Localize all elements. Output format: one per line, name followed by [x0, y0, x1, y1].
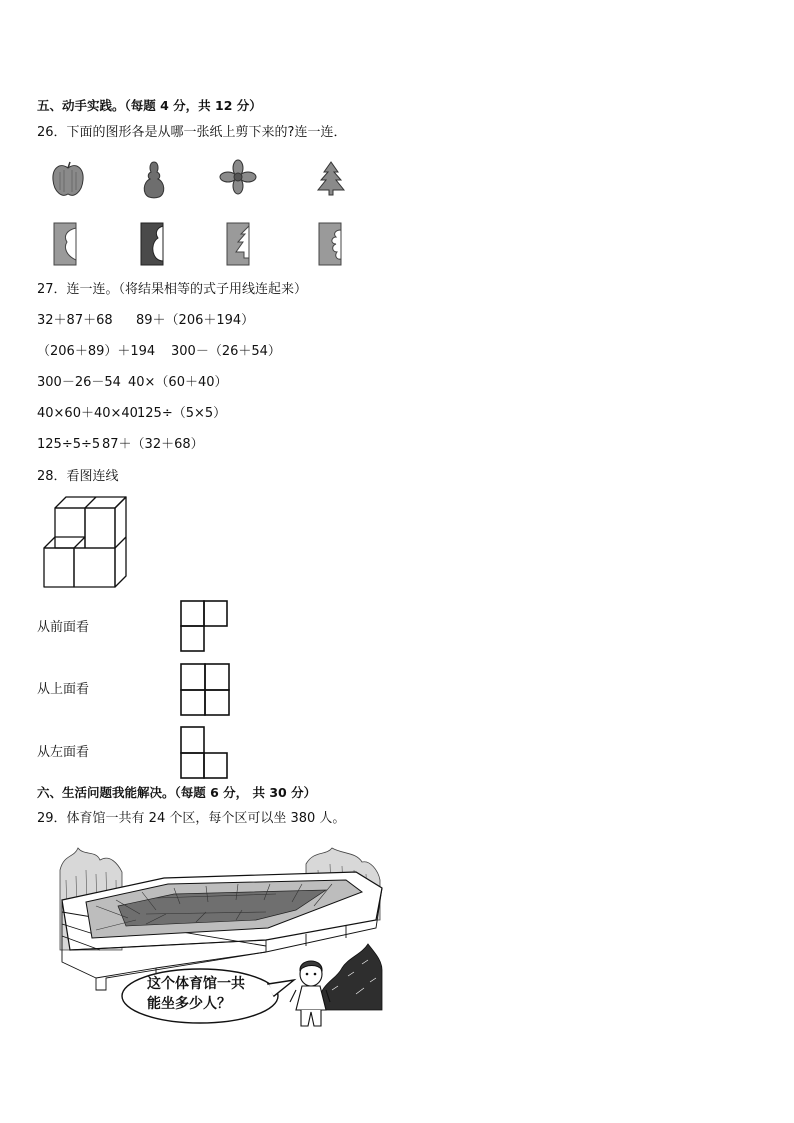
- question-28-prompt: 28．看图连线: [37, 469, 119, 484]
- apple-cutout-paper-icon: [53, 222, 79, 266]
- question-29-prompt: 29．体育馆一共有 24 个区，每个区可以坐 380 人。: [37, 811, 346, 826]
- tree-cutout-paper-icon: [226, 222, 252, 266]
- view-label-front: 从前面看: [37, 620, 90, 635]
- q27-right-expr-4[interactable]: 125÷（5×5）: [137, 406, 227, 421]
- apple-icon: [50, 160, 86, 200]
- q27-left-expr-4[interactable]: 40×60＋40×40: [37, 406, 138, 421]
- q27-left-expr-3[interactable]: 300－26－54: [37, 375, 121, 390]
- q27-right-expr-3[interactable]: 40×（60＋40）: [128, 375, 228, 390]
- flower-icon: [220, 160, 256, 194]
- question-26-prompt: 26．下面的图形各是从哪一张纸上剪下来的?连一连．: [37, 125, 347, 140]
- speech-line-1: 这个体育馆一共: [147, 976, 245, 992]
- view-diagram-1[interactable]: [180, 600, 230, 652]
- gourd-cutout-paper-icon: [140, 222, 166, 266]
- q27-right-expr-1[interactable]: 89＋（206＋194）: [136, 313, 255, 328]
- q27-right-expr-2[interactable]: 300－（26＋54）: [171, 344, 281, 359]
- gourd-icon: [139, 160, 169, 200]
- speech-line-2: 能坐多少人？: [147, 996, 231, 1012]
- view-diagram-2[interactable]: [180, 663, 232, 717]
- section-6-heading: 六、生活问题我能解决。（每题 6 分， 共 30 分）: [37, 785, 317, 800]
- q27-right-expr-5[interactable]: 87＋（32＋68）: [102, 437, 204, 452]
- tree-icon: [316, 160, 346, 196]
- q27-left-expr-2[interactable]: （206＋89）＋194: [37, 344, 156, 359]
- section-5-heading: 五、动手实践。（每题 4 分，共 12 分）: [37, 98, 262, 113]
- question-27-prompt: 27．连一连。（将结果相等的式子用线连起来）: [37, 282, 308, 297]
- q27-left-expr-5[interactable]: 125÷5÷5: [37, 437, 101, 452]
- view-label-left: 从左面看: [37, 745, 90, 760]
- flower-cutout-paper-icon: [318, 222, 344, 266]
- view-label-top: 从上面看: [37, 682, 90, 697]
- cube-stack-figure: [38, 496, 132, 594]
- view-diagram-3[interactable]: [180, 726, 230, 780]
- q27-left-expr-1[interactable]: 32＋87＋68: [37, 313, 113, 328]
